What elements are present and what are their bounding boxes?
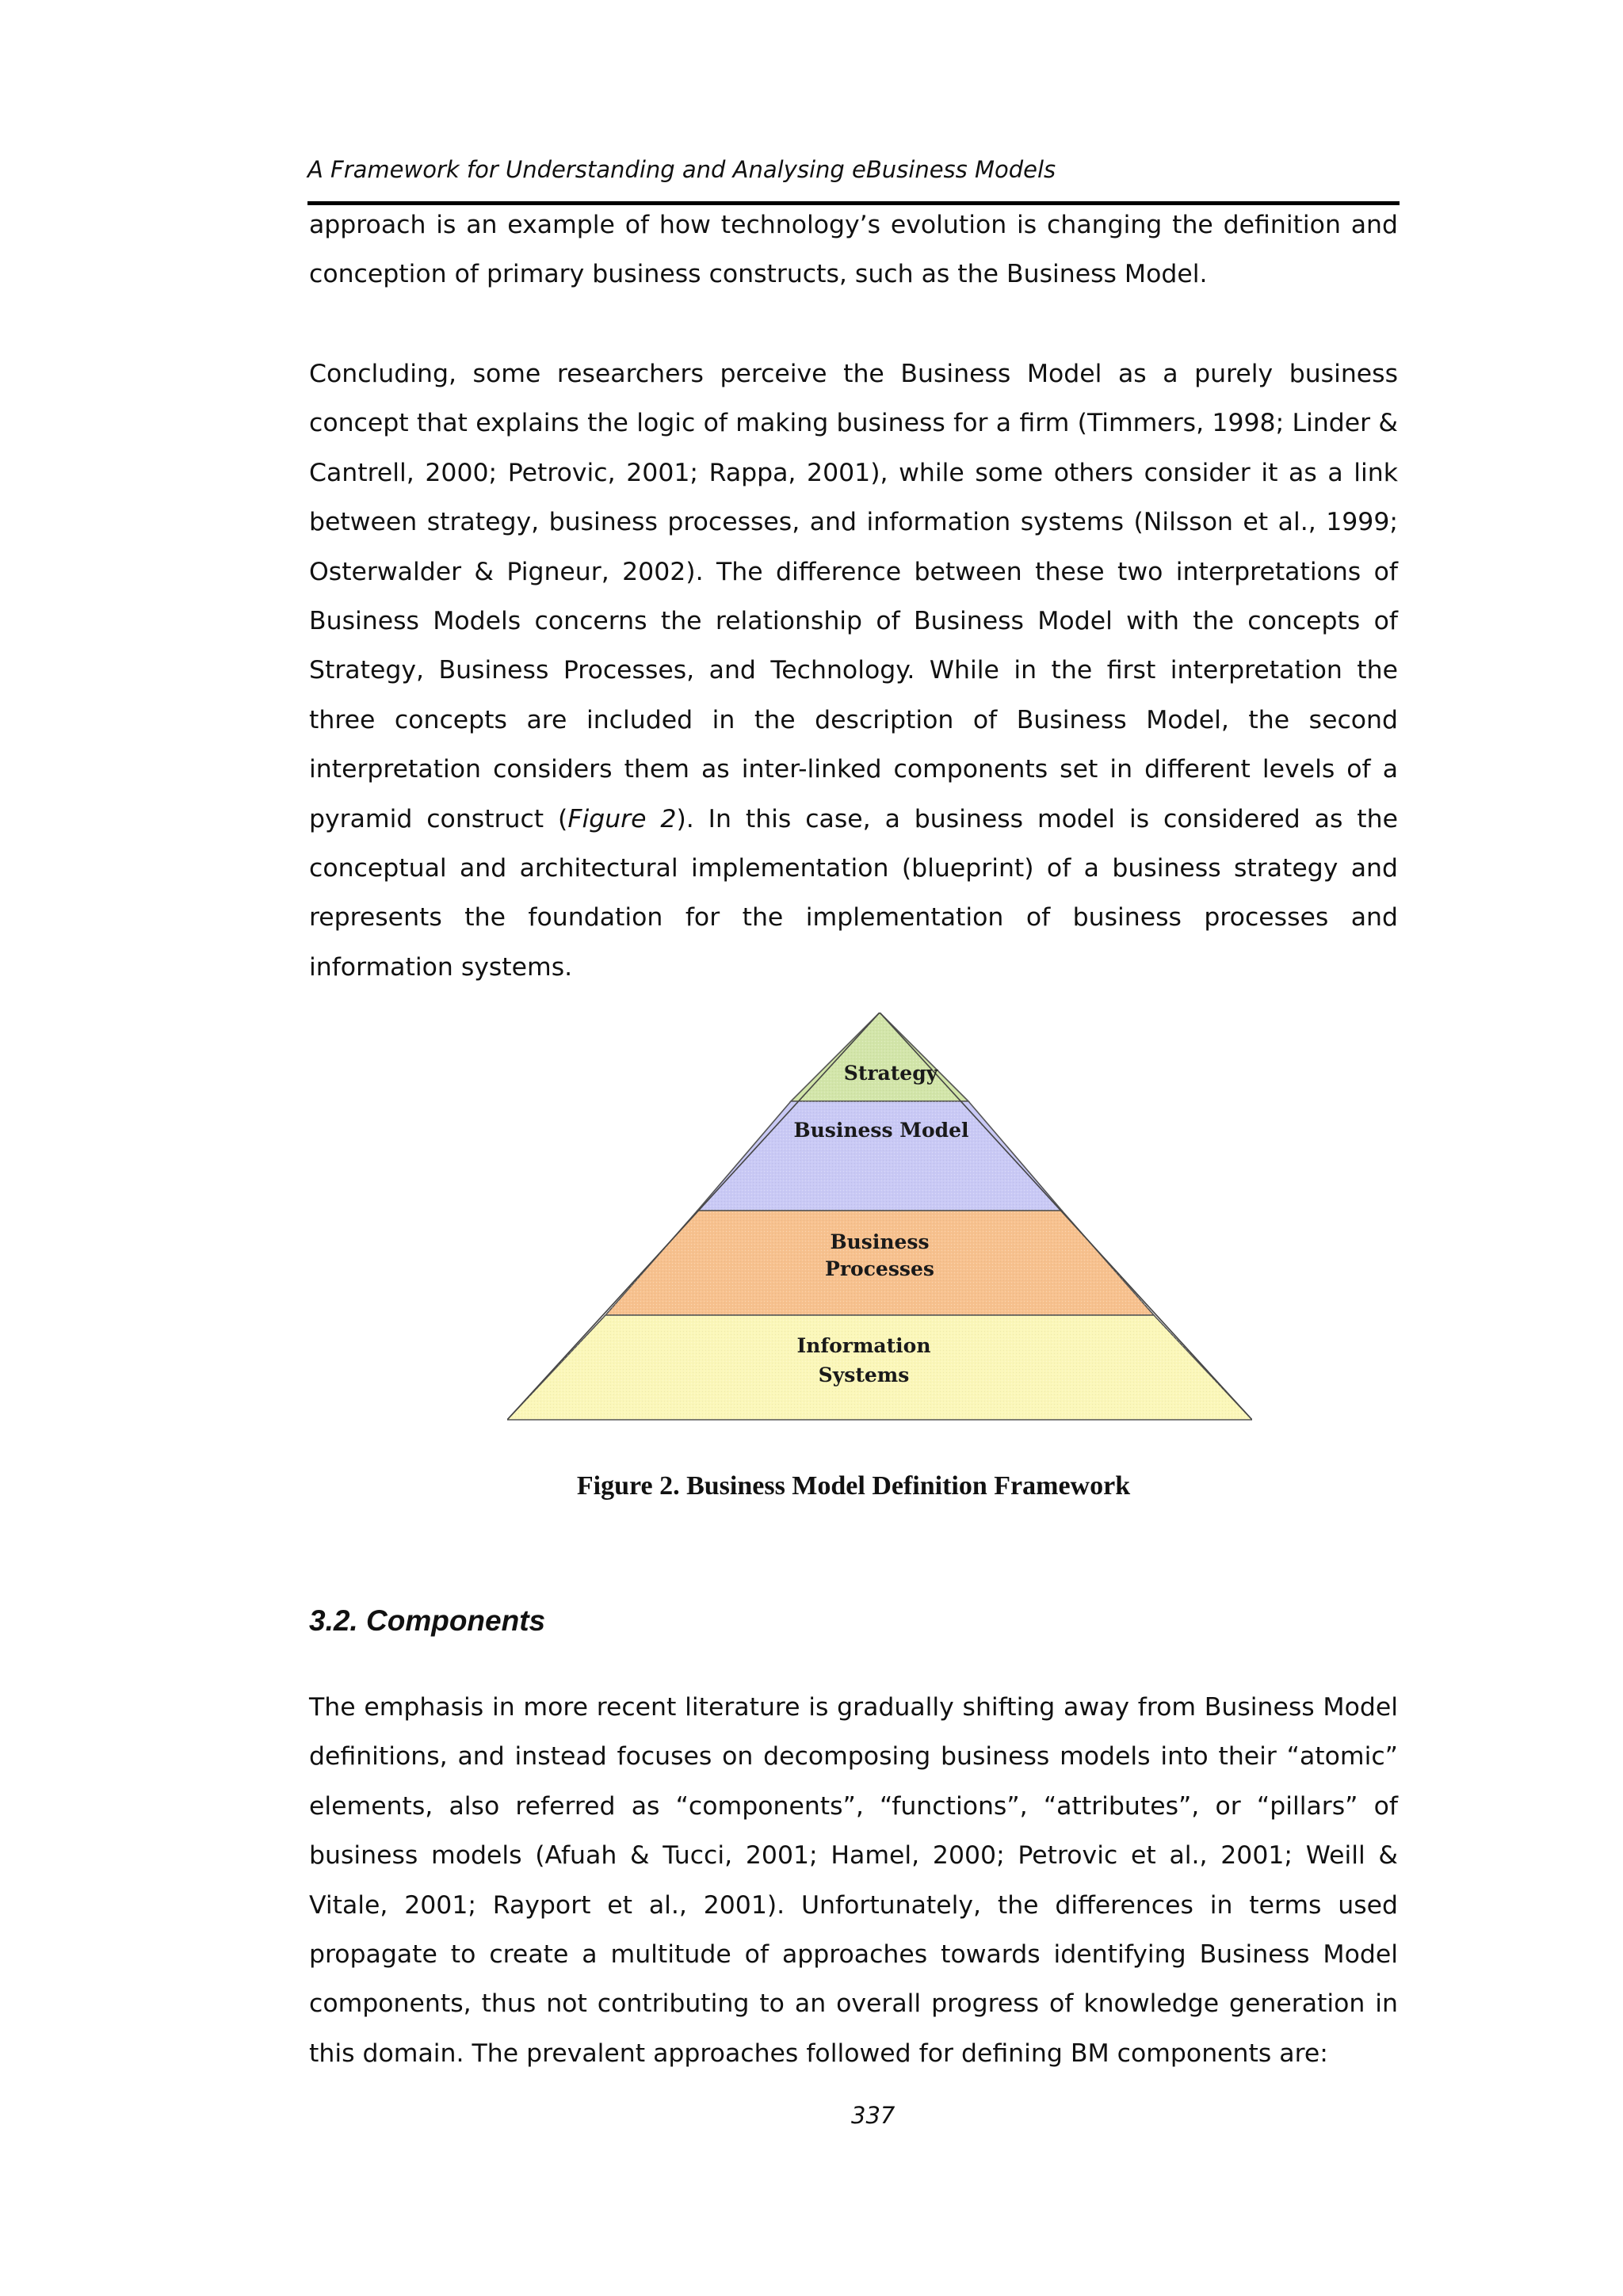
section-heading: 3.2. Components (309, 1604, 546, 1637)
figure-2-reference[interactable]: Figure 2 (567, 804, 677, 833)
figure-caption: Figure 2. Business Model Definition Framework (576, 1471, 1131, 1501)
running-header: A Framework for Understanding and Analysing eBusiness Models (307, 156, 1056, 183)
paragraph-concluding-tail: ). In this case, a business model is considered as the conceptual and architectural implementation (blueprint) of a business strategy and represents the foundation for the implementation of business processes and information systems. (309, 804, 1399, 982)
paragraph-intro: approach is an example of how technology’s evolution is changing the definition and conception of primary business constructs, such as the Business Model. (309, 211, 1398, 289)
page-number: 337 (851, 2102, 896, 2129)
pyramid-diagram (507, 1013, 1252, 1428)
pyramid-label-strategy: Strategy (843, 1062, 938, 1085)
paragraph-concluding-text: Concluding, some researchers perceive the Business Model as a purely business concept that explains the logic of making business for a firm (Timmers, 1998; Linder & Cantrell, 2000; Petrovic, 2001; Rappa, 2001), while some others consider it as a link between strategy, business processes, and information systems (Nilsson et al., 1999; Osterwalder & Pigneur, 2002). The difference between these two interpretations of Business Models concerns the relationship of Business Model with the concepts of Strategy, Business Processes, and Technology. While in the first interpretation the three concepts are included in the description of Business Model, the second interpretation considers them as inter-linked components set in different levels of a pyramid construct ( (309, 360, 1398, 833)
pyramid-label-business-model: Business Model (793, 1119, 969, 1142)
pyramid-label-information-systems: Information Systems (796, 1334, 931, 1386)
paragraph-concluding (309, 349, 1398, 992)
paragraph-components: The emphasis in more recent literature is gradually shifting away from Business Model definitions, and instead focuses on decomposing business models into their “atomic” elements, also referred as “components”, “functions”, “attributes”, or “pillars” of business models (Afuah & Tucci, 2001; Hamel, 2000; Petrovic et al., 2001; Weill & Vitale, 2001; Rayport et al., 2001). Unfortunately, the differences in terms used propagate to create a multitude of approaches towards identifying Business Model components, thus not contributing to an overall progress of knowledge generation in this domain. The prevalent approaches followed for defining BM components are: (309, 1693, 1398, 2068)
pyramid-label-business-processes: Business Processes (825, 1230, 934, 1280)
